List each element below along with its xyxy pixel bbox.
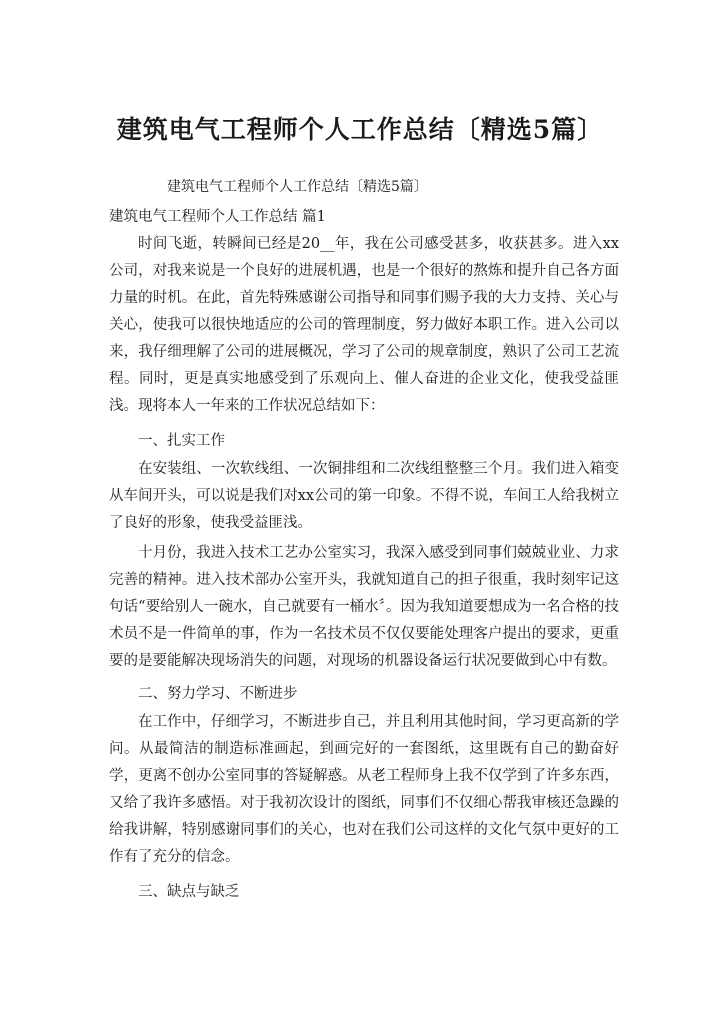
- heading-shortcomings: 三、缺点与缺乏: [138, 884, 240, 900]
- section-heading: 建筑电气工程师个人工作总结 篇1: [109, 209, 326, 225]
- paragraph-workshop: 在安装组、一次软线组、一次铜排组和二次线组整整三个月。我们进入箱变从车间开头，可以说是我们对xx公司的第一印象。不得不说，车间工人给我树立了良好的形象，使我受益匪浅。: [109, 461, 619, 531]
- heading-study-progress: 二、努力学习、不断进步: [138, 686, 298, 702]
- document-title: 建筑电气工程师个人工作总结〔精选5篇〕: [116, 115, 604, 144]
- paragraph-intro: 时间飞逝，转瞬间已经是20__年，我在公司感受甚多，收获甚多。进入xx公司，对我来说是一个良好的进展机遇，也是一个很好的熬炼和提升自己各方面力量的时机。在此，首先特殊感谢公司指导和同事们赐予我的大力支持、关心与关心，使我可以很快地适应的公司的管理制度，努力做好本职工作。进入公司以来，我仔细理解了公司的进展概况，学习了公司的规章制度，熟识了公司工艺流程。同时，更是真实地感受到了乐观向上、催人奋进的企业文化，使我受益匪浅。现将本人一年来的工作状况总结如下：: [109, 236, 619, 414]
- paragraph-tech-office: 十月份，我进入技术工艺办公室实习，我深入感受到同事们兢兢业业、力求完善的精神。进入技术部办公室开头，我就知道自己的担子很重，我时刻牢记这句话“要给别人一碗水，自己就要有一桶水〞。因为我知道要想成为一名合格的技术员不是一件简单的事，作为一名技术员不仅仅要能处理客户提出的要求，更重要的是要能解决现场消失的问题，对现场的机器设备运行状况要做到心中有数。: [109, 545, 619, 669]
- heading-solid-work: 一、扎实工作: [138, 433, 225, 449]
- document-subtitle: 建筑电气工程师个人工作总结〔精选5篇〕: [167, 179, 428, 195]
- paragraph-study: 在工作中，仔细学习，不断进步自己，并且利用其他时间，学习更高新的学问。从最简洁的制造标准画起，到画完好的一套图纸，这里既有自己的勤奋好学，更离不创办公室同事的答疑解惑。从老工程师身上我不仅学到了许多东西，又给了我许多感悟。对于我初次设计的图纸，同事们不仅细心帮我审核还急躁的给我讲解，特别感谢同事们的关心，也对在我们公司这样的文化气氛中更好的工作有了充分的信念。: [109, 714, 619, 865]
